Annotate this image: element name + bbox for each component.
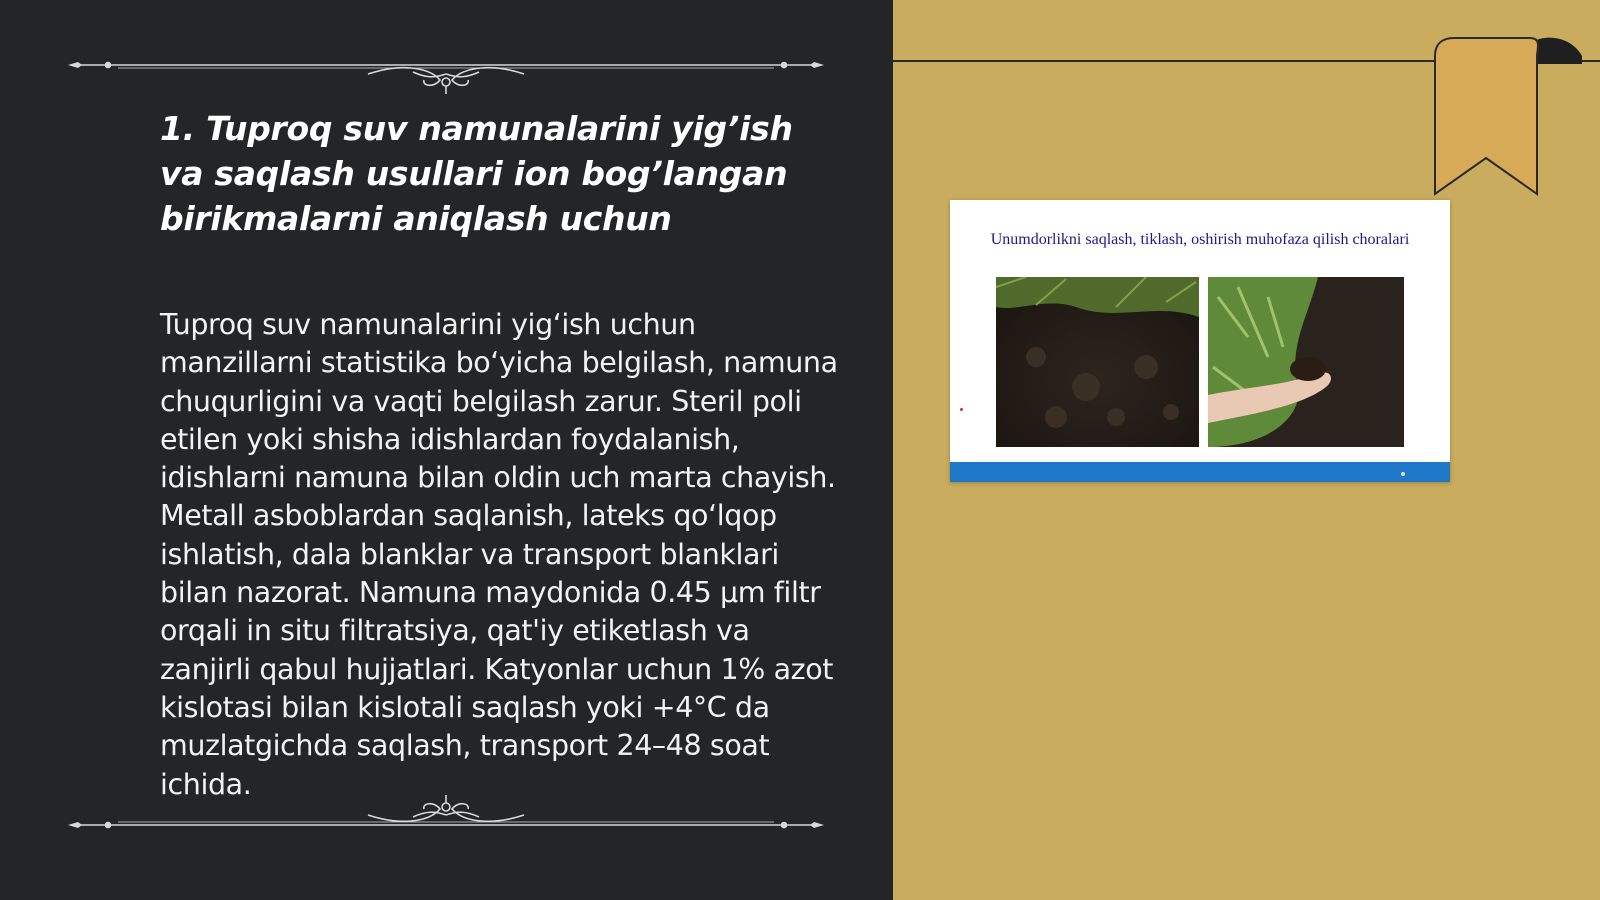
- slide-title: 1. Tuproq suv namunalarini yig’ish va saqlash usullari ion bog’langan birikmalarni aniqlash uchun: [160, 109, 793, 238]
- bookmark-ribbon-icon: [1430, 36, 1590, 198]
- bullet-dot: [960, 408, 963, 411]
- embedded-slide-footer-bar: [950, 462, 1450, 482]
- embedded-slide-title: Unumdorlikni saqlash, tiklash, oshirish muhofaza qilish choralari: [990, 231, 1410, 248]
- scroll-divider-icon: [68, 779, 824, 829]
- soil-hand-photo-right: [1208, 277, 1404, 447]
- slide-body-text: Tuproq suv namunalarini yig‘ish uchun manzillarni statistika bo‘yicha belgilash, namuna chuqurligini va vaqti belgilash zarur. Steril poli etilen yoki shisha idishlardan foydalanish, idishlarni namuna bilan oldin uch marta chayish. Metall asboblardan saqlanish, lateks qo‘lqop ishlatish, dala blanklar va transport blanklari bilan nazorat. Namuna maydonida 0.45 µm filtr orqali in situ filtratsiya, qat'iy etiketlash va zanjirli qabul hujjatlari. Katyonlar uchun 1% azot kislotasi bilan kislotali saqlash yoki +4°C da muzlatgichda saqlash, transport 24–48 soat ichida.: [160, 308, 838, 801]
- scroll-divider-icon: [68, 44, 824, 94]
- embedded-slide-image: [950, 200, 1450, 482]
- soil-photo-left: [996, 277, 1199, 447]
- slide-number-marker: [1401, 472, 1405, 476]
